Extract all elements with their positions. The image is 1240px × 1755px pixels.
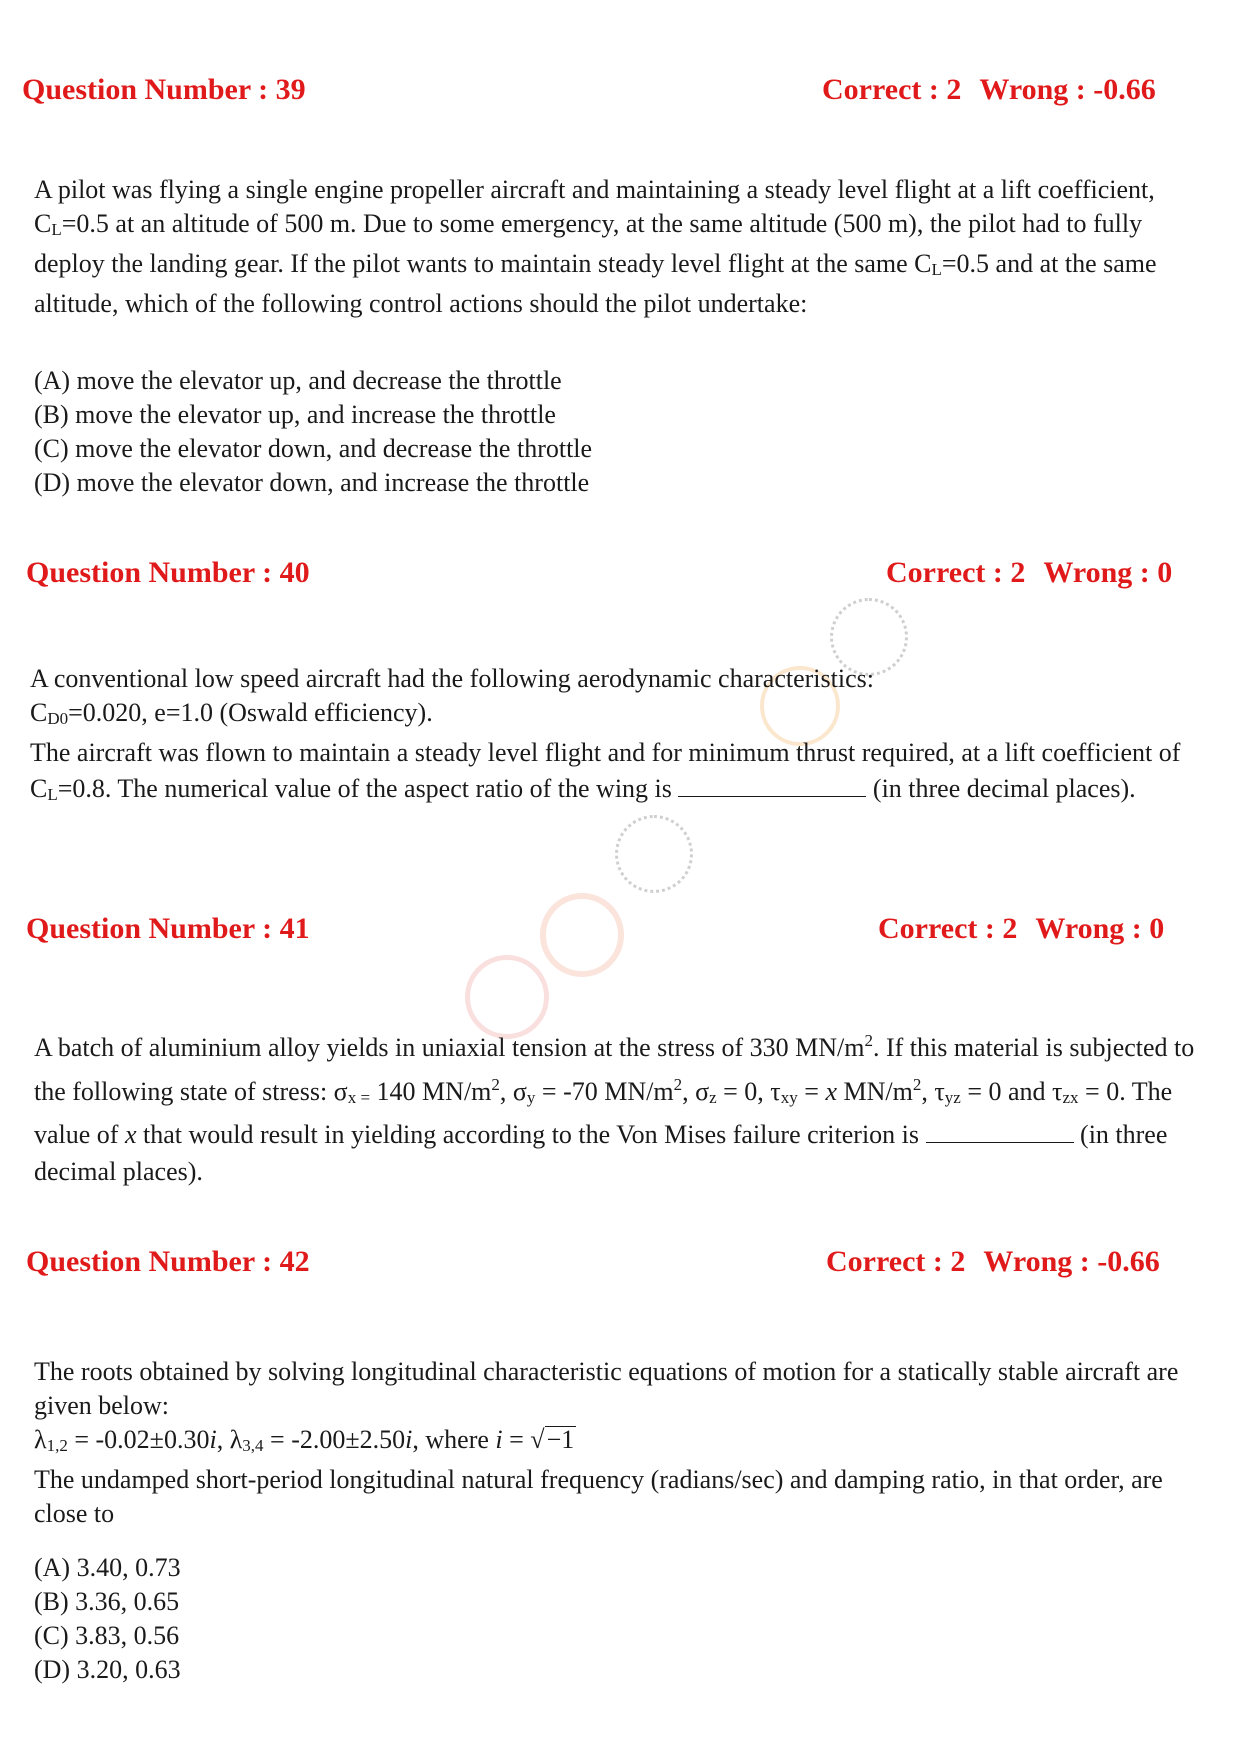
answer-blank[interactable] bbox=[678, 770, 866, 797]
correct-marks: Correct : 2 bbox=[886, 556, 1026, 589]
option-a[interactable]: (A) 3.40, 0.73 bbox=[34, 1553, 181, 1582]
question-line-1: The roots obtained by solving longitudinal characteristic equations of motion for a statically stable aircraft are given below: bbox=[34, 1357, 1179, 1420]
option-b[interactable]: (B) 3.36, 0.65 bbox=[34, 1587, 180, 1616]
question-paragraph: A batch of aluminium alloy yields in uniaxial tension at the stress of 330 $MN/m^2$. If this material is subjected to the following state of stress: $\sigma_{x =}$ 140 $MN/m^2$, $\sigma_y = -70$ $MN/m^2$, $\sigma_z = 0$, $\tau_{xy} = x$ $MN/m^2$, $\tau_{yz} = 0$ and $\tau_{zx} = 0$. The value of x that would result in yielding according to the Von Mises failure criterion is (in three decimal places). bbox=[34, 1031, 1195, 1186]
correct-marks: Correct : 2 bbox=[822, 73, 962, 106]
question-line-1: A conventional low speed aircraft had the following aerodynamic characteristics: bbox=[30, 664, 874, 693]
roots-equation: $\lambda_{1,2} = -0.02\pm 0.30i$, $\lambda_{3,4} = -2.00\pm 2.50i$, where i = √−1 bbox=[34, 1425, 575, 1455]
option-a[interactable]: (A) move the elevator up, and decrease the throttle bbox=[34, 366, 562, 395]
question-number: Question Number : 42 bbox=[26, 1245, 310, 1278]
question-paragraph: A pilot was flying a single engine propeller aircraft and maintaining a steady level flight at a lift coefficient, $C_L=0.5$ at an altitude of 500 m. Due to some emergency, at the same altitude (500 m), the pilot had to fully deploy the landing gear. If the pilot wants to maintain steady level flight at the same $C_L=0.5$ and at the same altitude, which of the following control actions should the pilot undertake: bbox=[34, 175, 1157, 318]
question-number: Question Number : 41 bbox=[26, 912, 310, 945]
option-b[interactable]: (B) move the elevator up, and increase the throttle bbox=[34, 400, 556, 429]
question-line-2: $C_{D0}=0.020$, e=1.0 (Oswald efficiency). bbox=[30, 698, 433, 728]
sqrt-symbol: √ bbox=[530, 1425, 545, 1454]
marking-scheme bbox=[826, 1237, 1160, 1287]
correct-marks: Correct : 2 bbox=[878, 912, 1018, 945]
watermark-seal-3 bbox=[615, 815, 693, 893]
question-40-text bbox=[30, 662, 1216, 812]
question-42-text bbox=[34, 1355, 1220, 1531]
option-d[interactable]: (D) move the elevator down, and increase the throttle bbox=[34, 468, 590, 497]
question-39-options bbox=[34, 364, 592, 500]
question-42-header bbox=[0, 1237, 1240, 1287]
marking-scheme bbox=[886, 548, 1172, 598]
question-41-header bbox=[0, 904, 1240, 954]
wrong-marks: Wrong : -0.66 bbox=[983, 1245, 1160, 1278]
question-number: Question Number : 40 bbox=[26, 556, 310, 589]
answer-blank[interactable] bbox=[926, 1116, 1074, 1143]
correct-marks: Correct : 2 bbox=[826, 1245, 966, 1278]
question-39-header bbox=[0, 65, 1240, 115]
wrong-marks: Wrong : -0.66 bbox=[979, 73, 1156, 106]
option-c[interactable]: (C) move the elevator down, and decrease the throttle bbox=[34, 434, 593, 463]
question-40-header bbox=[0, 548, 1240, 598]
marking-scheme bbox=[822, 65, 1156, 115]
question-42-options bbox=[34, 1551, 181, 1687]
question-line-3: The aircraft was flown to maintain a steady level flight and for minimum thrust required, at a lift coefficient of $C_L=0.8$. The numerical value of the aspect ratio of the wing is (in three decimal places). bbox=[30, 738, 1181, 804]
option-c[interactable]: (C) 3.83, 0.56 bbox=[34, 1621, 180, 1650]
wrong-marks: Wrong : 0 bbox=[1035, 912, 1165, 945]
question-41-text bbox=[34, 1022, 1220, 1190]
wrong-marks: Wrong : 0 bbox=[1043, 556, 1173, 589]
question-39-text bbox=[34, 173, 1214, 321]
marking-scheme bbox=[878, 904, 1164, 954]
question-line-3: The undamped short-period longitudinal natural frequency (radians/sec) and damping ratio, in that order, are close to bbox=[34, 1465, 1163, 1528]
question-number: Question Number : 39 bbox=[22, 73, 306, 106]
option-d[interactable]: (D) 3.20, 0.63 bbox=[34, 1655, 181, 1684]
